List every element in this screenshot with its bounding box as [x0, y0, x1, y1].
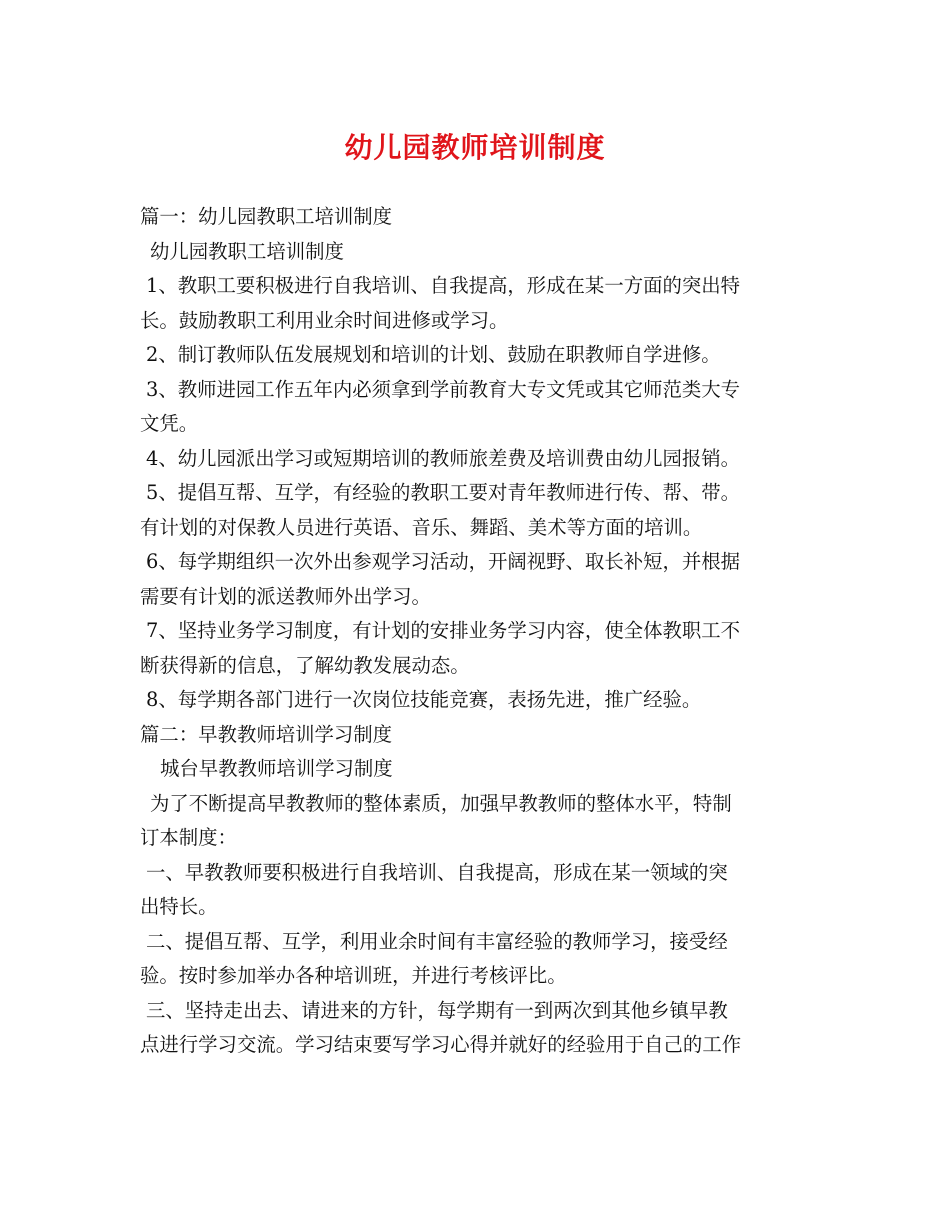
paragraph-line: 2、制订教师队伍发展规划和培训的计划、鼓励在职教师自学进修。	[146, 343, 721, 366]
paragraph-line: 二、提倡互帮、互学，利用业余时间有丰富经验的教师学习，接受经	[146, 929, 728, 953]
paragraph-line: 7、坚持业务学习制度，有计划的安排业务学习内容，使全体教职工不	[146, 619, 741, 642]
document-title: 幼儿园教师培训制度	[344, 131, 606, 164]
subtitle-1: 幼儿园教职工培训制度	[150, 239, 344, 263]
paragraph-line: 4、幼儿园派出学习或短期培训的教师旅差费及培训费由幼儿园报销。	[146, 446, 741, 470]
paragraph-line: 出特长。	[140, 895, 218, 918]
section-heading-1: 篇一：幼儿园教职工培训制度	[140, 205, 393, 228]
paragraph-line: 一、早教教师要积极进行自我培训、自我提高，形成在某一领域的突	[146, 860, 728, 884]
paragraph-line: 断获得新的信息，了解幼教发展动态。	[140, 653, 470, 677]
paragraph-line: 6、每学期组织一次外出参观学习活动，开阔视野、取长补短，并根据	[146, 550, 741, 573]
subtitle-2: 城台早教教师培训学习制度	[160, 757, 393, 780]
paragraph-line: 三、坚持走出去、请进来的方针，每学期有一到两次到其他乡镇早教	[146, 998, 728, 1022]
section-heading-2: 篇二：早教教师培训学习制度	[140, 722, 393, 746]
paragraph-line: 需要有计划的派送教师外出学习。	[140, 584, 431, 608]
paragraph-line: 文凭。	[140, 412, 199, 435]
paragraph-line: 有计划的对保教人员进行英语、音乐、舞蹈、美术等方面的培训。	[140, 515, 703, 539]
paragraph-line: 3、教师进园工作五年内必须拿到学前教育大专文凭或其它师范类大专	[146, 377, 741, 401]
paragraph-line: 长。鼓励教职工利用业余时间进修或学习。	[140, 308, 509, 332]
paragraph-line: 1、教职工要积极进行自我培训、自我提高，形成在某一方面的突出特	[146, 274, 741, 297]
document-body	[140, 200, 820, 1063]
paragraph-line: 订本制度：	[140, 826, 237, 849]
paragraph-line: 8、每学期各部门进行一次岗位技能竞赛，表扬先进，推广经验。	[146, 688, 702, 711]
paragraph-line: 验。按时参加举办各种培训班，并进行考核评比。	[140, 964, 567, 987]
paragraph-line: 点进行学习交流。学习结束要写学习心得并就好的经验用于自己的工作	[140, 1033, 742, 1056]
paragraph-line: 为了不断提高早教教师的整体素质，加强早教教师的整体水平，特制	[150, 791, 732, 815]
paragraph-line: 5、提倡互帮、互学，有经验的教职工要对青年教师进行传、帮、带。	[146, 481, 741, 504]
